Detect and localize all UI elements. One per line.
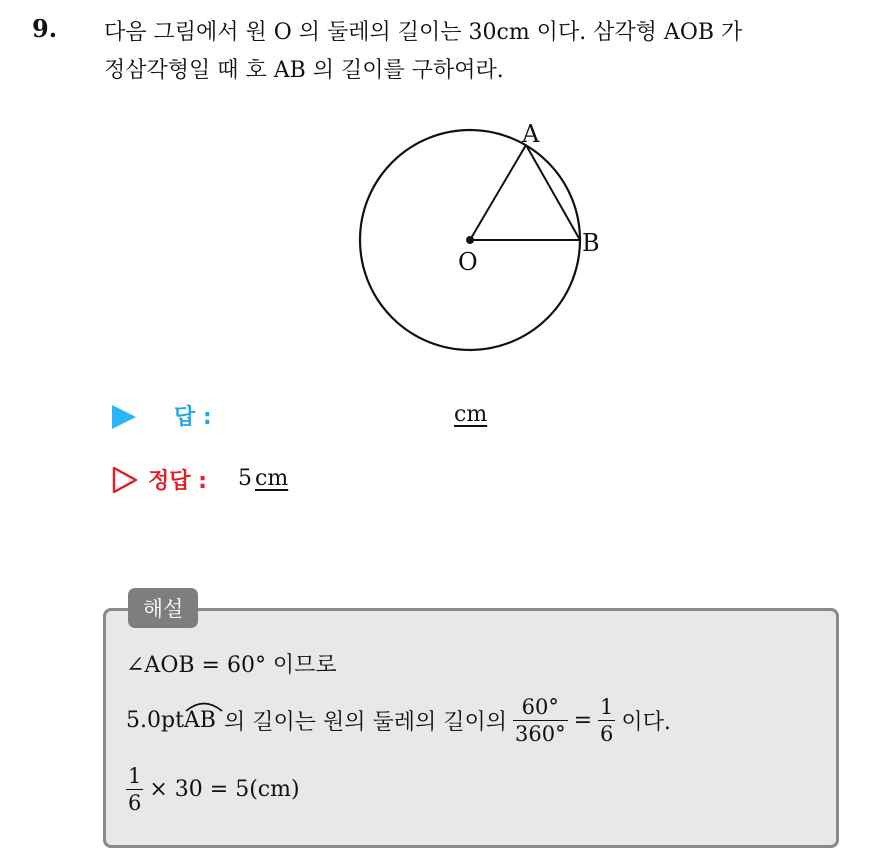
fraction-1-6-b xyxy=(126,763,143,816)
play-triangle-icon xyxy=(112,405,136,429)
correct-answer-row xyxy=(108,462,608,498)
explanation-prefix: 5.0pt xyxy=(126,707,184,733)
answer-unit: cm xyxy=(454,402,488,427)
fraction-60-360 xyxy=(513,694,568,747)
segment-ab xyxy=(526,145,580,240)
explanation-line-1: ∠AOB = 60° 이므로 xyxy=(126,653,337,678)
center-point-o xyxy=(466,236,474,244)
correct-answer-unit: cm xyxy=(255,466,289,491)
correct-answer-label: 정답 : xyxy=(148,469,207,494)
explanation-tag: 해설 xyxy=(128,588,198,628)
explanation-calc: × 30 = 5(cm) xyxy=(149,776,300,802)
label-o: O xyxy=(458,248,478,276)
explanation-line-2 xyxy=(126,688,671,752)
question-line-2: 정삼각형일 때 호 AB 의 길이를 구하여라. xyxy=(104,58,504,83)
answer-row xyxy=(108,398,608,434)
equals-sign: = xyxy=(573,707,593,733)
explanation-mid: 의 길이는 원의 둘레의 길이의 xyxy=(223,709,507,735)
correct-answer-number: 5 xyxy=(238,466,252,491)
label-b: B xyxy=(582,229,600,257)
arc-symbol-icon xyxy=(184,698,224,712)
arc-ab xyxy=(184,708,216,733)
segment-oa xyxy=(470,145,526,240)
question-number: 9. xyxy=(32,14,58,43)
outline-triangle-icon xyxy=(112,466,138,494)
fraction-numerator: 1 xyxy=(128,763,142,788)
correct-answer-value xyxy=(238,466,288,491)
circle-figure xyxy=(350,110,630,374)
answer-label: 답 : xyxy=(174,405,212,430)
fraction-denominator: 6 xyxy=(128,790,142,815)
explanation-suffix: 이다. xyxy=(621,709,671,735)
explanation-line-3 xyxy=(126,758,300,820)
question-text xyxy=(104,14,874,90)
arc-label: AB xyxy=(183,707,216,733)
fraction-denominator: 6 xyxy=(600,721,614,746)
fraction-denominator: 360° xyxy=(514,721,566,746)
label-a: A xyxy=(522,120,540,148)
fraction-numerator: 1 xyxy=(600,694,614,719)
question-line-1: 다음 그림에서 원 O 의 둘레의 길이는 30cm 이다. 삼각형 AOB 가 xyxy=(104,20,743,45)
fraction-numerator: 60° xyxy=(521,694,559,719)
fraction-1-6 xyxy=(598,694,615,747)
